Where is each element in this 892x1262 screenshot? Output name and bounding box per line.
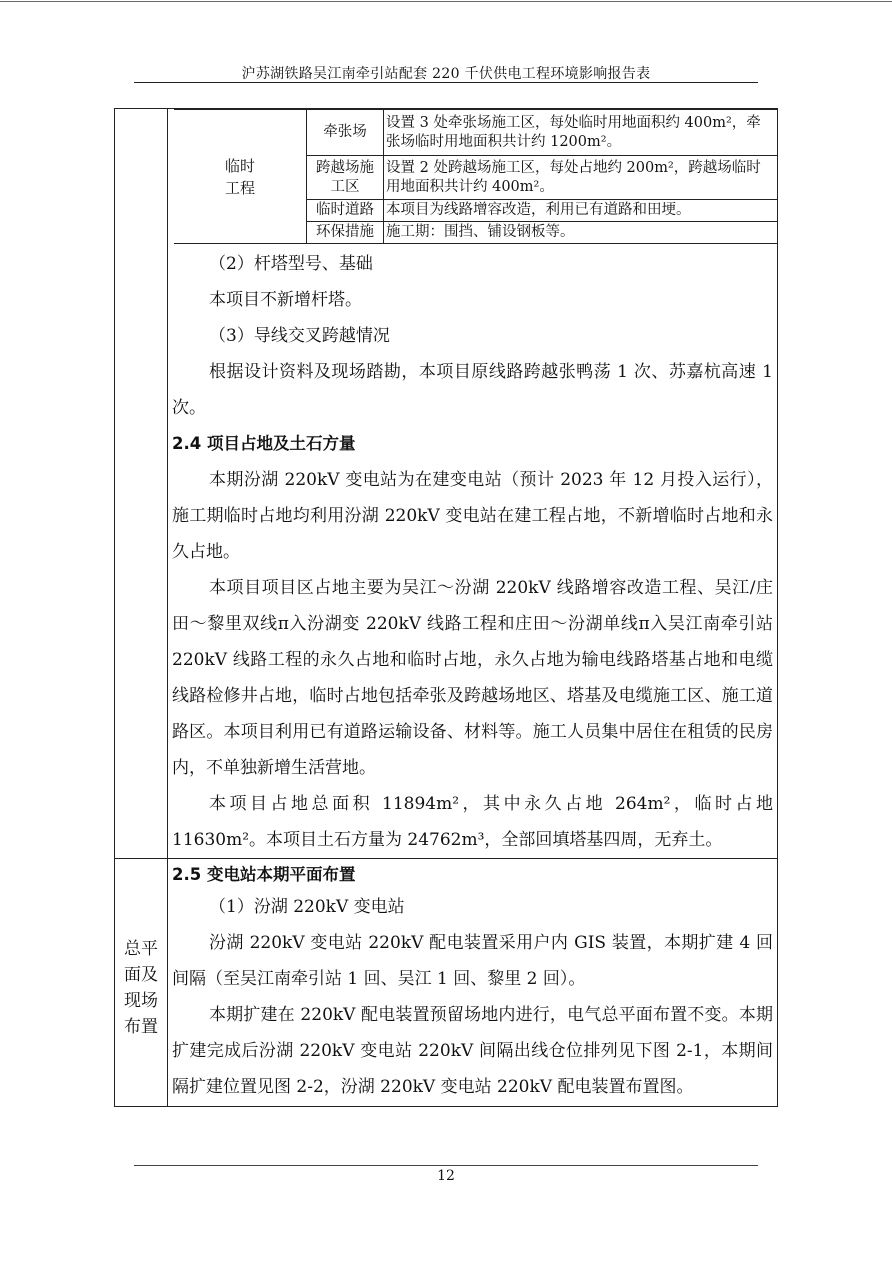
page-number: 12 [437,1168,455,1184]
temp-works-category [174,110,307,244]
left-label-cell [115,859,168,1107]
content-cell-layout [168,859,778,1107]
crossing-paragraph: 根据设计资料及现场踏勘，本项目原线路跨越张鸭荡 1 次、苏嘉杭高速 1 次。 [172,362,773,418]
temp-works-category-label: 临时工程 [224,156,255,197]
content-row-layout [115,859,778,1107]
left-label-cell-empty [115,109,168,859]
temp-works-desc: 本项目为线路增容改造，利用已有道路和田埂。 [384,200,778,222]
tower-subheading: （2）杆塔型号、基础 [209,254,373,274]
temp-works-item: 环保措施 [307,222,384,244]
temp-works-desc: 设置 2 处跨越场施工区，每处占地约 200m²，跨越场临时用地面积共计约 400m²。 [384,156,778,200]
temp-works-desc: 施工期：围挡、铺设钢板等。 [384,222,778,244]
layout-side-label: 总平面及现场布置 [124,939,158,1037]
crossing-subheading: （3）导线交叉跨越情况 [209,326,390,346]
land-paragraph-1: 本期汾湖 220kV 变电站为在建变电站（预计 2023 年 12 月投入运行），施工期临时占地均利用汾湖 220kV 变电站在建工程占地，不新增临时占地和永久占地。 [172,470,773,562]
temp-works-desc: 设置 3 处牵张场施工区，每处临时用地面积约 400m²，牵张场临时用地面积共计约 1200m²。 [384,110,778,156]
land-paragraph-2: 本项目项目区占地主要为吴江～汾湖 220kV 线路增容改造工程、吴江/庄田～黎里双线π入汾湖变 220kV 线路工程和庄田～汾湖单线π入吴江南牵引站 220kV 线路工程的永久占地和临时占地，永久占地为输电线路塔基占地和电缆线路检修井占地，临时占地包括牵张及跨越场地区、塔基及电缆施工区、施工道路区。本项目利用已有道路运输设备、材料等。施工人员集中居住在租赁的民房内，不单独新增生活营地。 [172,578,773,778]
land-section-heading: 2.4 项目占地及土石方量 [172,434,356,453]
report-header-title: 沪苏湖铁路吴江南牵引站配套 220 千伏供电工程环境影响报告表 [241,66,651,82]
temp-works-table [174,109,778,244]
temp-works-row [174,110,778,156]
content-cell-project [168,109,778,859]
content-row-project [115,109,778,859]
substation-subheading: （1）汾湖 220kV 变电站 [209,897,405,917]
footer-rule [134,1165,758,1166]
temp-works-item: 临时道路 [307,200,384,222]
header-rule [134,82,758,83]
tower-paragraph: 本项目不新增杆塔。 [209,290,362,310]
temp-works-item: 跨越场施工区 [307,156,384,200]
land-paragraph-3: 本项目占地总面积 11894m²，其中永久占地 264m²，临时占地 11630m²。本项目土石方量为 24762m³，全部回填塔基四周，无弃土。 [172,794,773,850]
layout-paragraph-2: 本期扩建在 220kV 配电装置预留场地内进行，电气总平面布置不变。本期扩建完成后汾湖 220kV 变电站 220kV 间隔出线仓位排列见下图 2-1，本期间隔扩建位置见图 2-2，汾湖 220kV 变电站 220kV 配电装置布置图。 [172,1005,773,1097]
temp-works-item: 牵张场 [307,110,384,156]
page-top-border [0,1,892,2]
layout-section-heading: 2.5 变电站本期平面布置 [172,865,356,884]
main-content-table [114,108,778,1107]
layout-paragraph-1: 汾湖 220kV 变电站 220kV 配电装置采用户内 GIS 装置，本期扩建 4 回间隔（至吴江南牵引站 1 回、吴江 1 回、黎里 2 回）。 [172,933,773,989]
